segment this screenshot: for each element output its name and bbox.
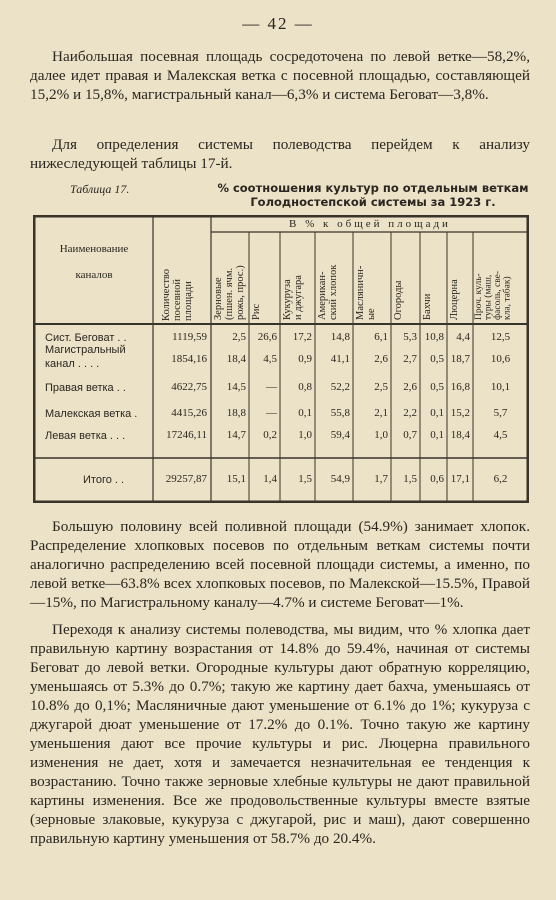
row-value: 16,8 — [450, 381, 470, 393]
row-value: — — [266, 407, 277, 419]
table-label: Таблица 17. — [70, 182, 130, 196]
row-value: 1,5 — [298, 473, 312, 485]
row-quantity: 1119,59 — [172, 331, 207, 343]
row-value: 52,2 — [330, 381, 350, 393]
row-value: 1,0 — [298, 429, 312, 441]
row-value: 0,5 — [430, 353, 444, 365]
row-value: 0,6 — [430, 473, 444, 485]
row-value: 1,0 — [374, 429, 388, 441]
row-value: 2,6 — [403, 381, 417, 393]
row-value: 2,5 — [232, 331, 246, 343]
row-value: 18,4 — [450, 429, 470, 441]
row-value: 2,7 — [403, 353, 417, 365]
header-canal-name: Наименование каналов — [59, 243, 129, 281]
header-crop-5: Огороды — [393, 280, 404, 320]
total-row-label: Итого . . — [83, 474, 125, 486]
row-value: 4,5 — [263, 353, 277, 365]
row-value: 0,5 — [430, 381, 444, 393]
row-quantity: 1854,16 — [171, 353, 207, 365]
row-value: 1,5 — [403, 473, 417, 485]
row-value: 1,4 — [263, 473, 277, 485]
row-label: Магистральный канал . . . . — [45, 344, 126, 370]
row-value: 2,1 — [374, 407, 388, 419]
row-quantity: 29257,87 — [165, 473, 207, 485]
row-value: 10,1 — [490, 381, 511, 393]
row-value: 10,8 — [424, 331, 444, 343]
row-value: 6,1 — [374, 331, 388, 343]
row-value: 0,1 — [430, 429, 444, 441]
row-value: 14,5 — [226, 381, 246, 393]
row-label: Сист. Беговат . . — [45, 332, 127, 344]
row-value: 0,9 — [298, 353, 312, 365]
row-value: 10,6 — [490, 353, 511, 365]
row-quantity: 4622,75 — [171, 381, 207, 393]
row-value: 15,1 — [226, 473, 246, 485]
row-value: 0,1 — [430, 407, 444, 419]
row-value: 18,7 — [450, 353, 470, 365]
row-value: 2,2 — [403, 407, 417, 419]
header-crop-1: Рис — [251, 303, 262, 320]
row-value: 6,2 — [493, 473, 508, 485]
row-value: 15,2 — [450, 407, 470, 419]
paragraph-3: Большую половину всей поливной площади (54.9%) занимает хлопок. Распределение хлопковых посевов по отдельным веткам системы почти аналогично распределению всей посевной площади системы, а именно, по левой ветке—63.8% всех хлопковых посевов, по Малекской—15.5%, Правой—15%, по Магистральному каналу—4.7% и системе Беговат—1%. — [30, 518, 530, 611]
row-value: 0,8 — [298, 381, 312, 393]
row-value: 2,5 — [374, 381, 388, 393]
row-value: 14,8 — [330, 331, 350, 343]
header-crop-4: Масляничн- ые — [355, 265, 377, 320]
paragraph-1: Наибольшая посевная площадь сосредоточена по левой ветке—58,2%, далее идет правая и Малекская ветка с посевной площадью, составляющей 15,2% и 15,8%, магистральный канал—6,3% и система Беговат—3,8%. — [30, 48, 530, 103]
row-value: 54,9 — [330, 473, 350, 485]
header-crop-8: Проч. куль- туры (маш, фасоль, све- кла, табак) — [474, 270, 513, 320]
row-value: 5,3 — [403, 331, 417, 343]
row-value: 55,8 — [330, 407, 350, 419]
row-value: 1,7 — [374, 473, 388, 485]
row-value: 4,4 — [456, 331, 470, 343]
header-crop-7: Люцерна — [449, 279, 460, 320]
row-label: Малекская ветка . — [45, 408, 138, 420]
row-value: 4,5 — [493, 429, 508, 441]
row-value: 17,2 — [292, 331, 312, 343]
row-value: 5,7 — [493, 407, 508, 419]
row-value: 41,1 — [330, 353, 350, 365]
header-crop-0: Зерновые (пшен. ячм. рожь, прос.) — [213, 265, 246, 320]
header-crop-3: Американ- ский хлопок — [317, 264, 339, 320]
row-value: 59,4 — [330, 429, 350, 441]
paragraph-2: Для определения системы полеводства перейдем к анализу нижеследующей таблицы 17-й. — [30, 136, 530, 172]
row-value: — — [266, 381, 277, 393]
data-table — [33, 215, 529, 503]
row-quantity: 17246,11 — [166, 429, 207, 441]
row-value: 14,7 — [226, 429, 246, 441]
paragraph-4: Переходя к анализу системы полеводства, мы видим, что % хлопка дает правильную картину возрастания от 14.8% до 59.4%, начиная от системы Беговат до левой ветки. Огородные культуры дают обратную корреляцию, уменьшаясь от 5.3% до 0.7%; такую же картину дает бахча, уменьшаясь от 10.8% до 0,1%; Масляничные дают уменьшение от 6.1% до 1%; кукуруза с джугарой дюат уменьшение от 17.2% до 0.1%. Точно такую же картину уменьшения дают все прочие культуры и рис. Люцерна правильного изменения не дает, хотя и замечается незначительная ее тенденция к возрастанию. Точно также зерновые хлебные культуры не дают правильной картины изменения. Все же продовольственные культуры вместе взятые (зерновые злаковые, кукуруза с джугарой, рис и маш), дают совершенно правильную картину уменьшения от 58.7% до 20.4%. — [30, 621, 530, 847]
row-label: Левая ветка . . . — [45, 430, 126, 442]
header-percent-group: В % к общей площади — [289, 218, 451, 230]
row-value: 18,8 — [226, 407, 246, 419]
row-value: 0,7 — [403, 429, 417, 441]
header-crop-2: Кукуруза и джугара — [282, 275, 304, 320]
row-value: 18,4 — [226, 353, 246, 365]
table-title: % соотношения культур по отдельным веткам Голодностепской системы за 1923 г. — [217, 181, 529, 209]
row-label: Правая ветка . . — [45, 382, 126, 394]
row-value: 12,5 — [490, 331, 511, 343]
header-quantity: Количество посевной площади — [161, 268, 194, 321]
row-value: 0,1 — [298, 407, 312, 419]
row-value: 17,1 — [450, 473, 470, 485]
row-quantity: 4415,26 — [171, 407, 207, 419]
header-crop-6: Бахчи — [422, 293, 433, 320]
row-value: 26,6 — [257, 331, 277, 343]
row-value: 0,2 — [263, 429, 277, 441]
row-value: 2,6 — [374, 353, 388, 365]
page-number: — 42 — — [242, 14, 314, 33]
